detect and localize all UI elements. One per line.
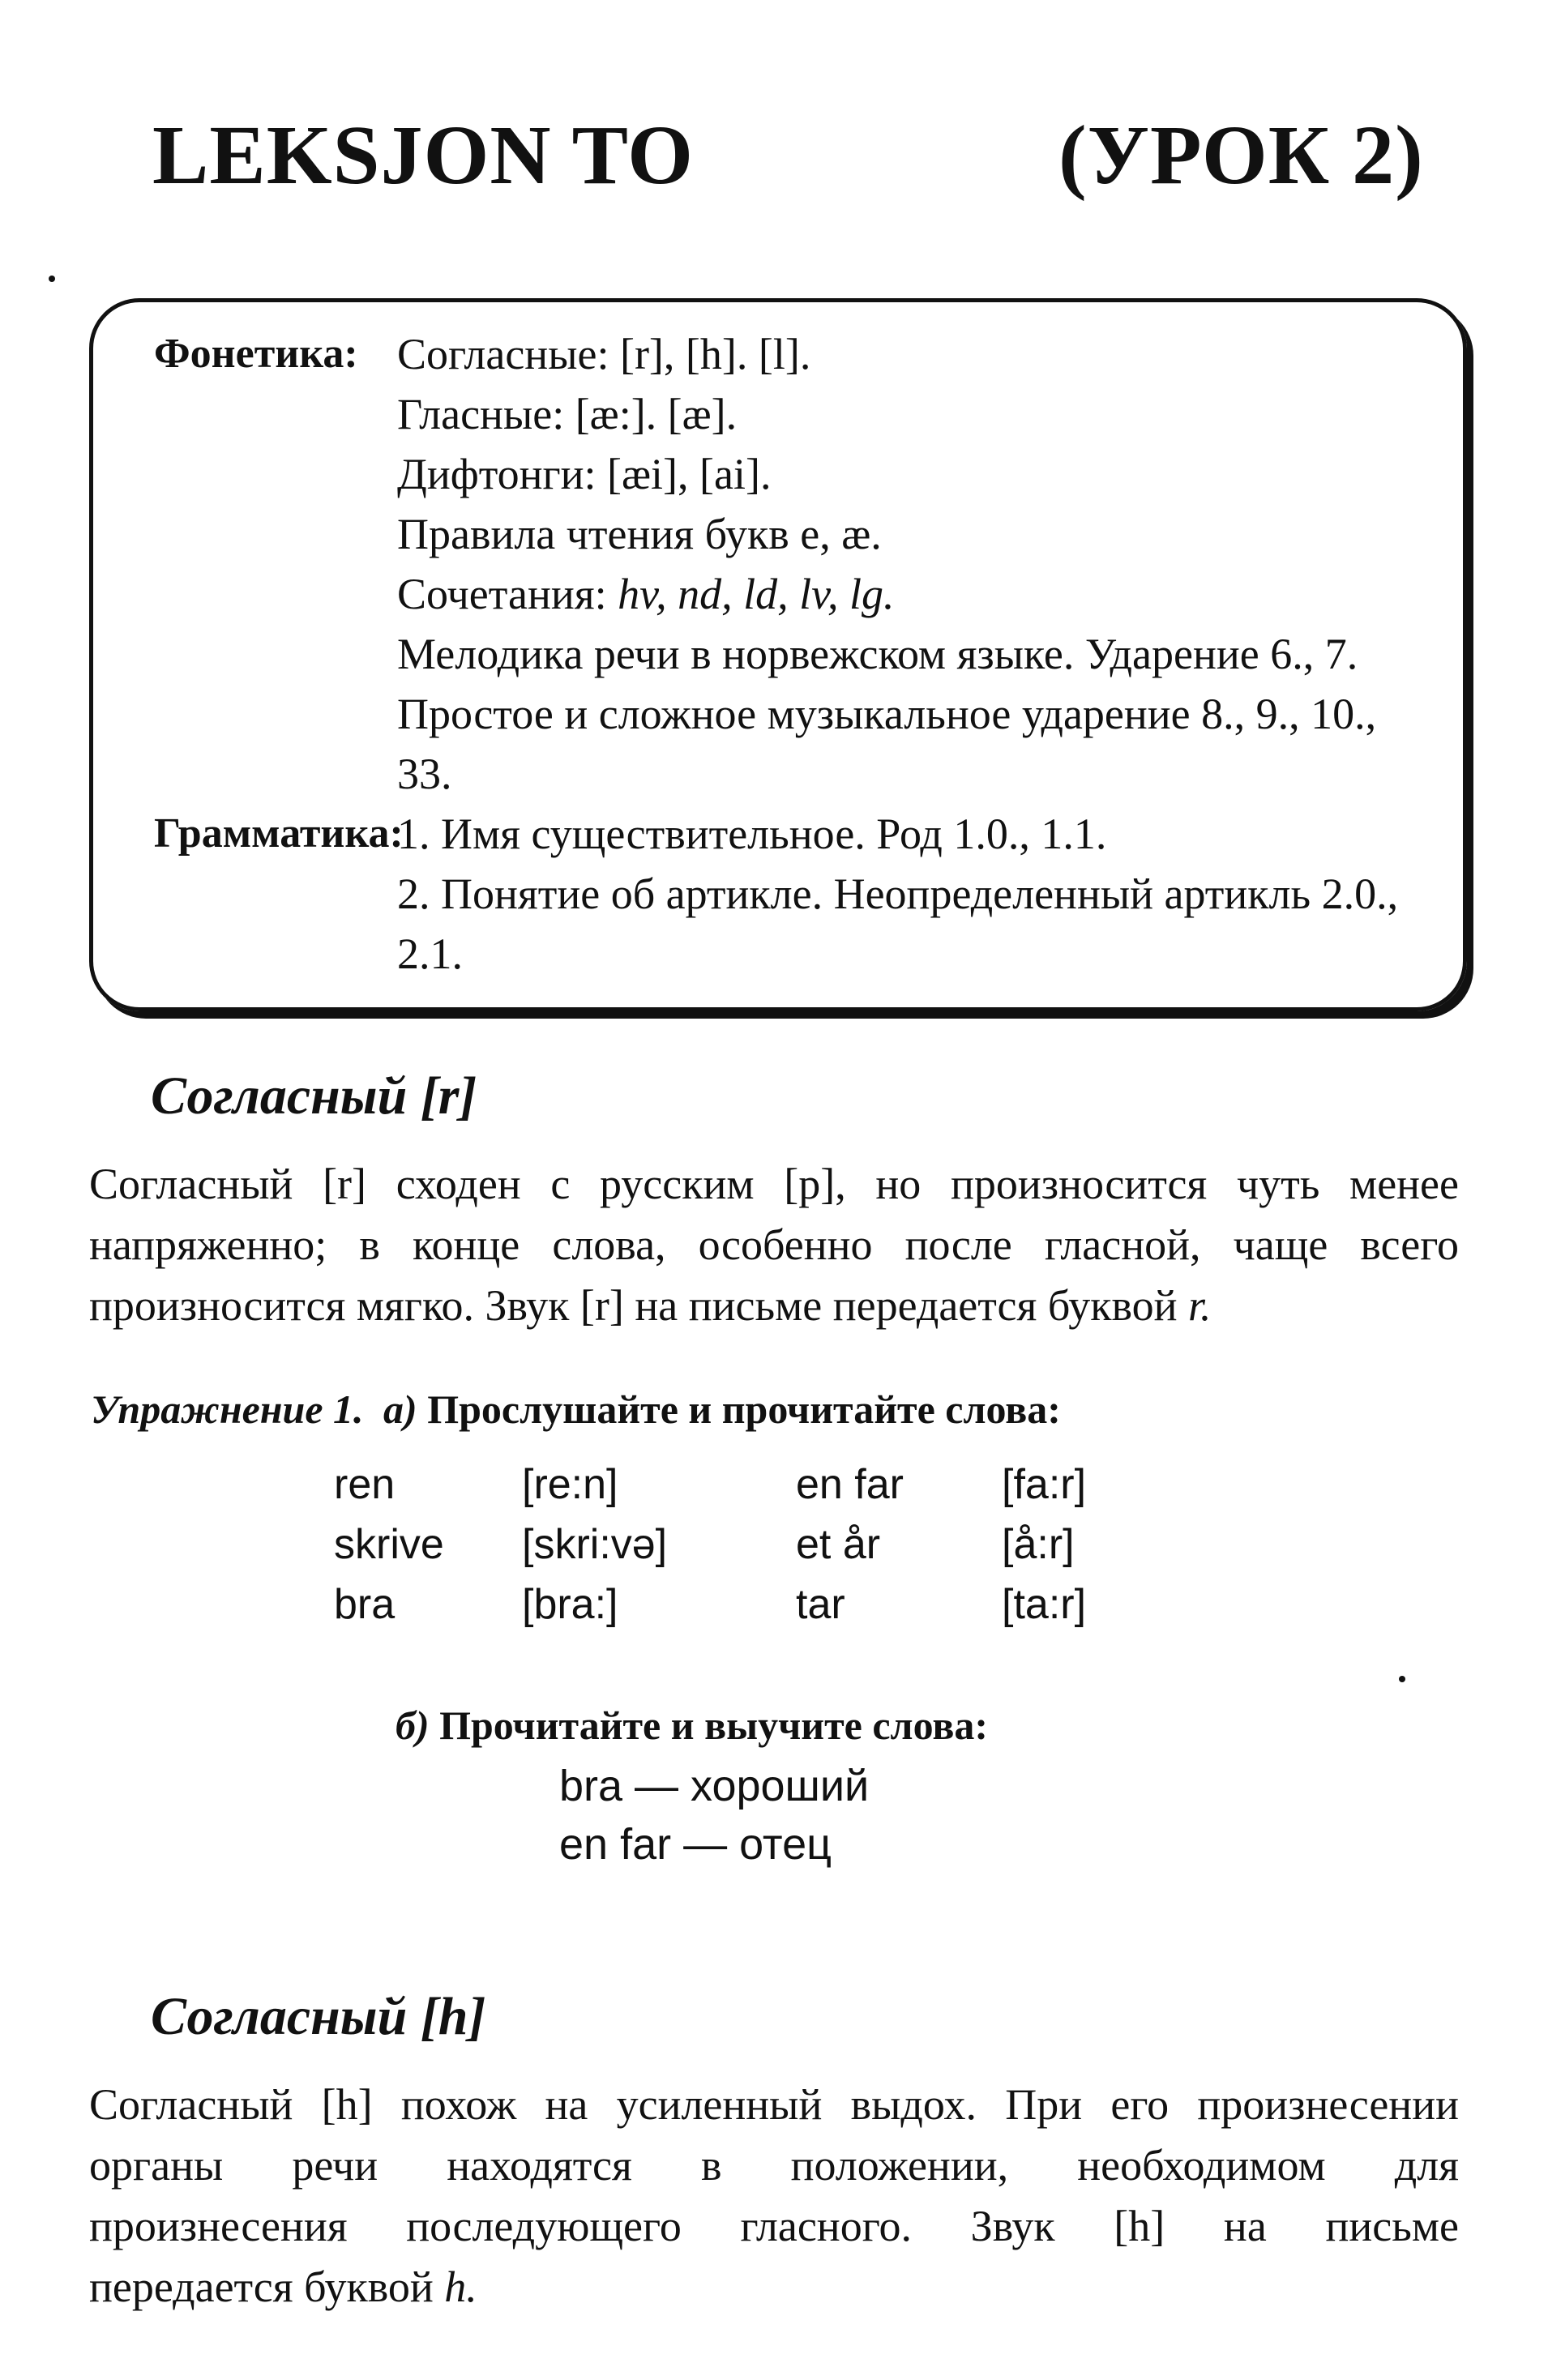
grammar-line: 1. Имя существительное. Род 1.0., 1.1. <box>397 810 1107 858</box>
word: tar <box>796 1581 845 1628</box>
part-b-instruction: Прочитайте и выучите слова: <box>439 1703 989 1748</box>
paragraph-line: Согласный [h] похож на усиленный выдох. При его произнесении <box>89 2080 1459 2129</box>
part-a-instruction: Прослушайте и прочитайте слова: <box>427 1387 1061 1432</box>
phonetics-line: 33. <box>397 750 452 798</box>
phonetics-line: Гласные: [æ:]. [æ]. <box>397 390 738 438</box>
paragraph-text: произносится мягко. Звук [r] на письме передается буквой <box>89 1281 1189 1330</box>
exercise-label: Упражнение 1. <box>91 1387 364 1432</box>
word: skrive <box>334 1521 444 1568</box>
word: bra <box>334 1581 396 1628</box>
word: et år <box>796 1521 881 1568</box>
phonetics-line: Простое и сложное музыкальное ударение 8., 9., 10., <box>397 690 1377 738</box>
paragraph-line: напряженно; в конце слова, особенно после гласной, чаще всего <box>89 1220 1459 1269</box>
lesson-title-russian: (УРОК 2) <box>1058 109 1424 202</box>
paragraph-line <box>89 1275 1459 1336</box>
transcription: [å:r] <box>1002 1521 1075 1568</box>
paragraph-h <box>89 2074 1459 2318</box>
transcription: [bra:] <box>522 1581 618 1628</box>
grammar-label: Грамматика: <box>154 810 404 857</box>
transcription: [ta:r] <box>1002 1581 1087 1628</box>
paragraph-line: органы речи находятся в положении, необходимом для <box>89 2141 1459 2190</box>
word: ren <box>334 1461 396 1508</box>
part-a-marker: а) <box>383 1387 417 1432</box>
paragraph-line <box>89 2257 1459 2318</box>
vocabulary-list <box>559 1757 869 1874</box>
paragraph-text: передается буквой <box>89 2262 445 2311</box>
section-heading-h: Согласный [h] <box>151 1987 486 2046</box>
phonetics-line: Дифтонги: [æi], [ai]. <box>397 450 772 498</box>
letter-h: h. <box>444 2262 477 2311</box>
part-b-marker: б) <box>396 1703 430 1748</box>
paragraph-line: произнесения последующего гласного. Звук [h] на письме <box>89 2202 1459 2250</box>
phonetics-line: Мелодика речи в норвежском языке. Ударение 6., 7. <box>397 630 1358 678</box>
grammar-line: 2.1. <box>397 929 463 978</box>
transcription: [skri:və] <box>522 1521 668 1568</box>
phonetics-list <box>397 324 1376 804</box>
part-b-heading <box>396 1703 989 1748</box>
phonetics-label: Фонетика: <box>154 331 358 377</box>
paragraph-r <box>89 1154 1459 1336</box>
exercise-1-heading <box>91 1387 1061 1432</box>
phonetics-line: Правила чтения букв е, æ. <box>397 510 882 558</box>
vocab-item: en far — отец <box>559 1820 832 1869</box>
word: en far <box>796 1461 904 1508</box>
vocab-item: bra — хороший <box>559 1762 870 1810</box>
phonetics-line: Согласные: [r], [h]. [l]. <box>397 330 811 378</box>
combinations-prefix: Сочетания: <box>397 570 618 618</box>
transcription: [re:n] <box>522 1461 618 1508</box>
print-speck <box>49 276 55 282</box>
grammar-line: 2. Понятие об артикле. Неопределенный артикль 2.0., <box>397 870 1399 918</box>
transcription: [fa:r] <box>1002 1461 1087 1508</box>
combinations-value: hv, nd, ld, lv, lg. <box>618 570 895 618</box>
letter-r: r. <box>1188 1281 1212 1330</box>
paragraph-line: Согласный [r] сходен с русским [р], но произносится чуть менее <box>89 1160 1459 1208</box>
lesson-title: LEKSJON TO <box>152 109 694 202</box>
print-speck <box>1399 1676 1405 1682</box>
phonetics-line-combinations <box>397 564 1376 624</box>
section-heading-r: Согласный [r] <box>151 1066 477 1126</box>
grammar-list <box>397 804 1398 984</box>
